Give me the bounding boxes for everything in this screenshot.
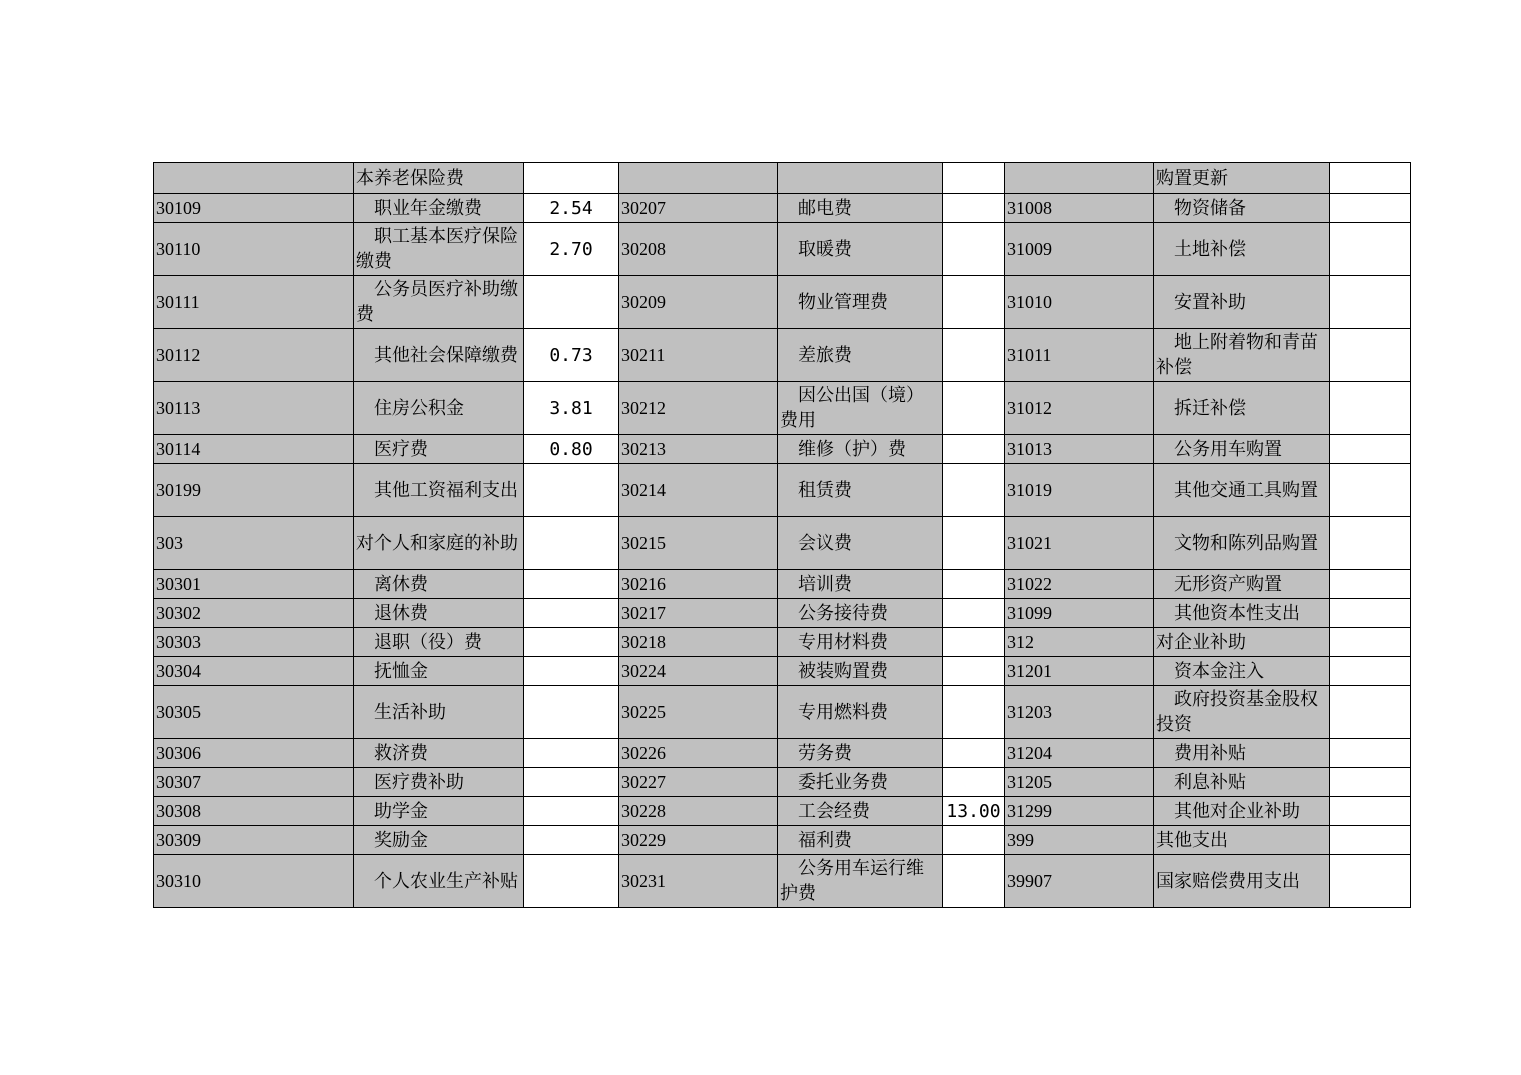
subject-name-cell: 差旅费: [778, 329, 943, 382]
amount-cell: [1330, 570, 1411, 599]
subject-code-cell: 31204: [1005, 739, 1154, 768]
subject-code-cell: 30310: [154, 855, 354, 908]
subject-name-cell: 拆迁补偿: [1154, 382, 1330, 435]
subject-code-cell: 30301: [154, 570, 354, 599]
subject-name-cell: 租赁费: [778, 464, 943, 517]
subject-code-cell: 31021: [1005, 517, 1154, 570]
subject-name-cell: 专用材料费: [778, 628, 943, 657]
amount-cell: 0.73: [524, 329, 619, 382]
amount-cell: [943, 768, 1005, 797]
subject-code-cell: 30224: [619, 657, 778, 686]
amount-cell: [1330, 163, 1411, 194]
subject-code-cell: 399: [1005, 826, 1154, 855]
subject-name-cell: 对企业补助: [1154, 628, 1330, 657]
subject-name-cell: 购置更新: [1154, 163, 1330, 194]
subject-code-cell: 31201: [1005, 657, 1154, 686]
subject-code-cell: 31019: [1005, 464, 1154, 517]
subject-code-cell: 30231: [619, 855, 778, 908]
subject-name-cell: 费用补贴: [1154, 739, 1330, 768]
amount-cell: [1330, 768, 1411, 797]
subject-name-cell: [778, 163, 943, 194]
subject-name-cell: 职工基本医疗保险缴费: [354, 223, 524, 276]
subject-code-cell: 31022: [1005, 570, 1154, 599]
table-row: [154, 194, 1411, 223]
subject-name-cell: 救济费: [354, 739, 524, 768]
subject-code-cell: 312: [1005, 628, 1154, 657]
amount-cell: [943, 329, 1005, 382]
amount-cell: [524, 855, 619, 908]
amount-cell: [1330, 382, 1411, 435]
amount-cell: [1330, 855, 1411, 908]
table-row: [154, 570, 1411, 599]
subject-code-cell: 30302: [154, 599, 354, 628]
subject-code-cell: [154, 163, 354, 194]
subject-code-cell: 31009: [1005, 223, 1154, 276]
subject-code-cell: [1005, 163, 1154, 194]
table-row: [154, 464, 1411, 517]
subject-name-cell: 培训费: [778, 570, 943, 599]
table-row: [154, 223, 1411, 276]
subject-code-cell: [619, 163, 778, 194]
amount-cell: [943, 464, 1005, 517]
subject-code-cell: 30199: [154, 464, 354, 517]
subject-name-cell: 本养老保险费: [354, 163, 524, 194]
subject-code-cell: 30227: [619, 768, 778, 797]
subject-code-cell: 31008: [1005, 194, 1154, 223]
subject-code-cell: 30208: [619, 223, 778, 276]
subject-name-cell: 会议费: [778, 517, 943, 570]
subject-name-cell: 住房公积金: [354, 382, 524, 435]
table-row: [154, 826, 1411, 855]
amount-cell: [524, 826, 619, 855]
subject-name-cell: 生活补助: [354, 686, 524, 739]
amount-cell: [524, 276, 619, 329]
subject-name-cell: 政府投资基金股权投资: [1154, 686, 1330, 739]
subject-name-cell: 退职（役）费: [354, 628, 524, 657]
subject-name-cell: 个人农业生产补贴: [354, 855, 524, 908]
amount-cell: [1330, 797, 1411, 826]
amount-cell: [943, 435, 1005, 464]
amount-cell: [524, 739, 619, 768]
subject-name-cell: 助学金: [354, 797, 524, 826]
amount-cell: [524, 464, 619, 517]
amount-cell: [524, 768, 619, 797]
subject-name-cell: 资本金注入: [1154, 657, 1330, 686]
subject-name-cell: 其他对企业补助: [1154, 797, 1330, 826]
subject-name-cell: 土地补偿: [1154, 223, 1330, 276]
subject-code-cell: 30209: [619, 276, 778, 329]
amount-cell: [943, 382, 1005, 435]
subject-code-cell: 30307: [154, 768, 354, 797]
subject-name-cell: 无形资产购置: [1154, 570, 1330, 599]
amount-cell: [1330, 194, 1411, 223]
subject-code-cell: 30109: [154, 194, 354, 223]
table-row: [154, 517, 1411, 570]
subject-name-cell: 奖励金: [354, 826, 524, 855]
subject-code-cell: 30225: [619, 686, 778, 739]
subject-name-cell: 安置补助: [1154, 276, 1330, 329]
amount-cell: [943, 223, 1005, 276]
subject-code-cell: 31203: [1005, 686, 1154, 739]
amount-cell: [1330, 599, 1411, 628]
subject-code-cell: 30308: [154, 797, 354, 826]
subject-code-cell: 303: [154, 517, 354, 570]
subject-code-cell: 30111: [154, 276, 354, 329]
table-body: [154, 163, 1411, 908]
amount-cell: [524, 686, 619, 739]
amount-cell: 2.54: [524, 194, 619, 223]
amount-cell: 2.70: [524, 223, 619, 276]
table-row: [154, 628, 1411, 657]
subject-code-cell: 30216: [619, 570, 778, 599]
table-row: [154, 435, 1411, 464]
subject-code-cell: 30218: [619, 628, 778, 657]
subject-code-cell: 30112: [154, 329, 354, 382]
subject-name-cell: 医疗费: [354, 435, 524, 464]
subject-code-cell: 30304: [154, 657, 354, 686]
subject-code-cell: 30228: [619, 797, 778, 826]
amount-cell: [1330, 517, 1411, 570]
amount-cell: [1330, 826, 1411, 855]
table-row: [154, 163, 1411, 194]
table-row: [154, 657, 1411, 686]
subject-code-cell: 31013: [1005, 435, 1154, 464]
table-row: [154, 686, 1411, 739]
subject-name-cell: 文物和陈列品购置: [1154, 517, 1330, 570]
subject-name-cell: 其他交通工具购置: [1154, 464, 1330, 517]
subject-code-cell: 39907: [1005, 855, 1154, 908]
amount-cell: [1330, 739, 1411, 768]
table-row: [154, 768, 1411, 797]
subject-code-cell: 30215: [619, 517, 778, 570]
subject-name-cell: 公务接待费: [778, 599, 943, 628]
amount-cell: [943, 686, 1005, 739]
subject-code-cell: 30213: [619, 435, 778, 464]
amount-cell: [1330, 464, 1411, 517]
subject-name-cell: 公务用车运行维护费: [778, 855, 943, 908]
subject-name-cell: 医疗费补助: [354, 768, 524, 797]
subject-name-cell: 抚恤金: [354, 657, 524, 686]
amount-cell: [1330, 223, 1411, 276]
subject-name-cell: 公务员医疗补助缴费: [354, 276, 524, 329]
amount-cell: [943, 163, 1005, 194]
subject-name-cell: 因公出国（境）费用: [778, 382, 943, 435]
subject-name-cell: 委托业务费: [778, 768, 943, 797]
amount-cell: [943, 570, 1005, 599]
amount-cell: 13.00: [943, 797, 1005, 826]
subject-name-cell: 利息补贴: [1154, 768, 1330, 797]
amount-cell: [1330, 329, 1411, 382]
table-row: [154, 855, 1411, 908]
subject-code-cell: 31010: [1005, 276, 1154, 329]
amount-cell: [1330, 628, 1411, 657]
amount-cell: [943, 599, 1005, 628]
amount-cell: [943, 194, 1005, 223]
subject-code-cell: 30207: [619, 194, 778, 223]
subject-name-cell: 取暖费: [778, 223, 943, 276]
subject-code-cell: 30211: [619, 329, 778, 382]
subject-code-cell: 31099: [1005, 599, 1154, 628]
subject-code-cell: 30305: [154, 686, 354, 739]
subject-code-cell: 30309: [154, 826, 354, 855]
amount-cell: [943, 826, 1005, 855]
subject-code-cell: 30113: [154, 382, 354, 435]
amount-cell: [1330, 657, 1411, 686]
amount-cell: [524, 657, 619, 686]
table-row: [154, 382, 1411, 435]
subject-code-cell: 30306: [154, 739, 354, 768]
subject-name-cell: 其他支出: [1154, 826, 1330, 855]
subject-name-cell: 福利费: [778, 826, 943, 855]
amount-cell: [943, 855, 1005, 908]
amount-cell: [524, 163, 619, 194]
subject-name-cell: 物资储备: [1154, 194, 1330, 223]
subject-name-cell: 维修（护）费: [778, 435, 943, 464]
subject-name-cell: 公务用车购置: [1154, 435, 1330, 464]
amount-cell: 3.81: [524, 382, 619, 435]
amount-cell: [524, 570, 619, 599]
subject-code-cell: 30303: [154, 628, 354, 657]
table-row: [154, 599, 1411, 628]
subject-code-cell: 30229: [619, 826, 778, 855]
amount-cell: [1330, 686, 1411, 739]
subject-name-cell: 劳务费: [778, 739, 943, 768]
table-row: [154, 329, 1411, 382]
amount-cell: [943, 276, 1005, 329]
budget-expenditure-table: [153, 162, 1411, 908]
amount-cell: 0.80: [524, 435, 619, 464]
amount-cell: [1330, 435, 1411, 464]
subject-name-cell: 被装购置费: [778, 657, 943, 686]
subject-code-cell: 30114: [154, 435, 354, 464]
table-row: [154, 797, 1411, 826]
subject-name-cell: 国家赔偿费用支出: [1154, 855, 1330, 908]
subject-name-cell: 邮电费: [778, 194, 943, 223]
subject-name-cell: 职业年金缴费: [354, 194, 524, 223]
subject-name-cell: 地上附着物和青苗补偿: [1154, 329, 1330, 382]
subject-code-cell: 30226: [619, 739, 778, 768]
amount-cell: [524, 797, 619, 826]
subject-code-cell: 31299: [1005, 797, 1154, 826]
table-row: [154, 276, 1411, 329]
subject-code-cell: 31012: [1005, 382, 1154, 435]
amount-cell: [943, 657, 1005, 686]
amount-cell: [943, 517, 1005, 570]
subject-code-cell: 31205: [1005, 768, 1154, 797]
amount-cell: [524, 628, 619, 657]
subject-code-cell: 30217: [619, 599, 778, 628]
subject-name-cell: 工会经费: [778, 797, 943, 826]
subject-name-cell: 退休费: [354, 599, 524, 628]
subject-name-cell: 专用燃料费: [778, 686, 943, 739]
subject-code-cell: 30212: [619, 382, 778, 435]
subject-name-cell: 物业管理费: [778, 276, 943, 329]
amount-cell: [524, 517, 619, 570]
table-row: [154, 739, 1411, 768]
subject-code-cell: 30214: [619, 464, 778, 517]
subject-name-cell: 对个人和家庭的补助: [354, 517, 524, 570]
amount-cell: [943, 739, 1005, 768]
subject-name-cell: 离休费: [354, 570, 524, 599]
subject-code-cell: 31011: [1005, 329, 1154, 382]
subject-name-cell: 其他工资福利支出: [354, 464, 524, 517]
subject-name-cell: 其他资本性支出: [1154, 599, 1330, 628]
subject-code-cell: 30110: [154, 223, 354, 276]
subject-name-cell: 其他社会保障缴费: [354, 329, 524, 382]
amount-cell: [943, 628, 1005, 657]
amount-cell: [1330, 276, 1411, 329]
amount-cell: [524, 599, 619, 628]
